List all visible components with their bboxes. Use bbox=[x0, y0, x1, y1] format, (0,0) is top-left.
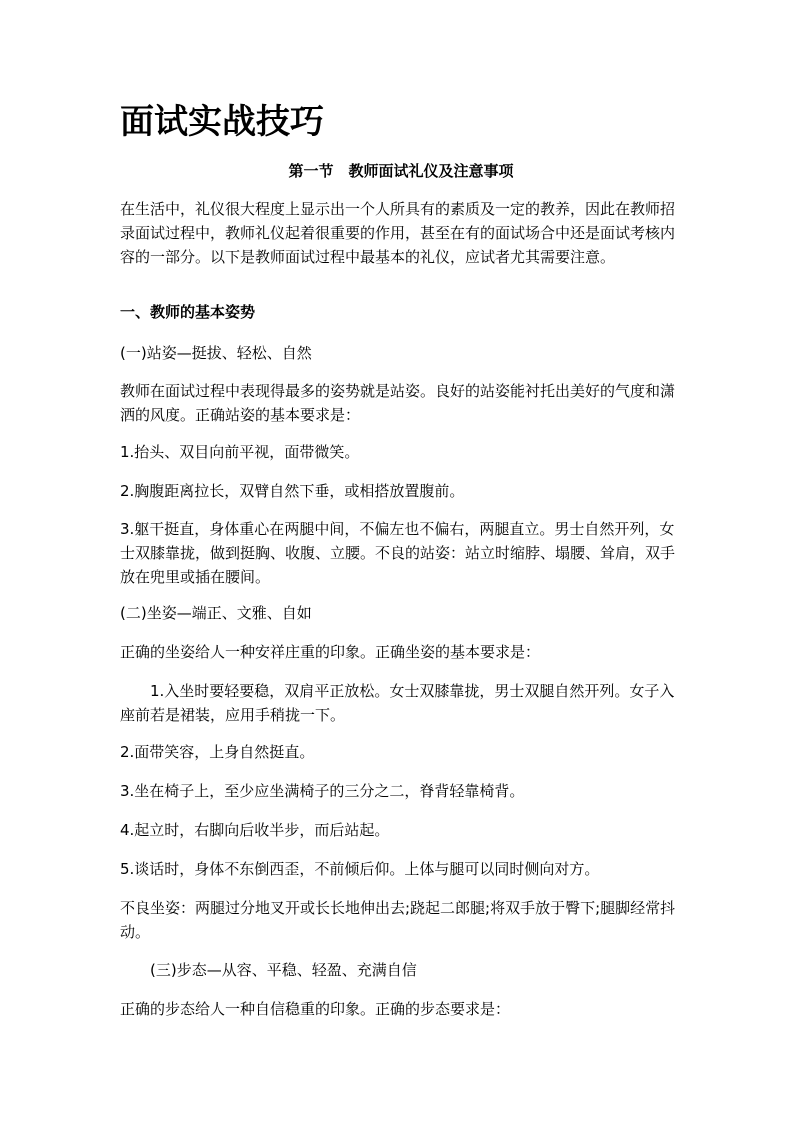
standing-item-2: 2.胸腹距离拉长，双臂自然下垂，或相搭放置腹前。 bbox=[120, 482, 465, 500]
standing-item-1: 1.抬头、双目向前平视，面带微笑。 bbox=[120, 443, 360, 461]
sitting-bad-posture: 不良坐姿：两腿过分地叉开或长长地伸出去;跷起二郎腿;将双手放于臀下;腿脚经常抖动。 bbox=[120, 899, 676, 941]
section-title: 第一节 教师面试礼仪及注意事项 bbox=[288, 162, 514, 180]
standing-heading: (一)站姿—挺拔、轻松、自然 bbox=[120, 344, 312, 362]
sitting-description: 正确的坐姿给人一种安祥庄重的印象。正确坐姿的基本要求是： bbox=[120, 643, 541, 661]
walking-heading: (三)步态—从容、平稳、轻盈、充满自信 bbox=[150, 961, 417, 979]
walking-description: 正确的步态给人一种自信稳重的印象。正确的步态要求是： bbox=[120, 1000, 511, 1018]
part1-heading: 一、教师的基本姿势 bbox=[120, 303, 256, 321]
document-title: 面试实战技巧 bbox=[120, 102, 324, 142]
sitting-item-4: 4.起立时，右脚向后收半步，而后站起。 bbox=[120, 821, 390, 839]
standing-item-3: 3.躯干挺直，身体重心在两腿中间，不偏左也不偏右，两腿直立。男士自然开列，女士双膝靠拢，做到挺胸、收腹、立腰。不良的站姿：站立时缩脖、塌腰、耸肩，双手放在兜里或插在腰间。 bbox=[120, 520, 676, 586]
sitting-item-2: 2.面带笑容，上身自然挺直。 bbox=[120, 743, 315, 761]
sitting-item-1: 1.入坐时要轻要稳，双肩平正放松。女士双膝靠拢，男士双腿自然开列。女子入座前若是裙装，应用手稍拢一下。 bbox=[120, 682, 675, 724]
intro-paragraph: 在生活中，礼仪很大程度上显示出一个人所具有的素质及一定的教养，因此在教师招录面试过程中，教师礼仪起着很重要的作用，甚至在有的面试场合中还是面试考核内容的一部分。以下是教师面试过程中最基本的礼仪，应试者尤其需要注意。 bbox=[120, 200, 676, 266]
sitting-heading: (二)坐姿—端正、文雅、自如 bbox=[120, 604, 312, 622]
sitting-item-3: 3.坐在椅子上，至少应坐满椅子的三分之二，脊背轻靠椅背。 bbox=[120, 782, 525, 800]
sitting-item-5: 5.谈话时，身体不东倒西歪，不前倾后仰。上体与腿可以同时侧向对方。 bbox=[120, 860, 600, 878]
standing-description: 教师在面试过程中表现得最多的姿势就是站姿。良好的站姿能衬托出美好的气度和潇洒的风度。正确站姿的基本要求是： bbox=[120, 382, 676, 424]
